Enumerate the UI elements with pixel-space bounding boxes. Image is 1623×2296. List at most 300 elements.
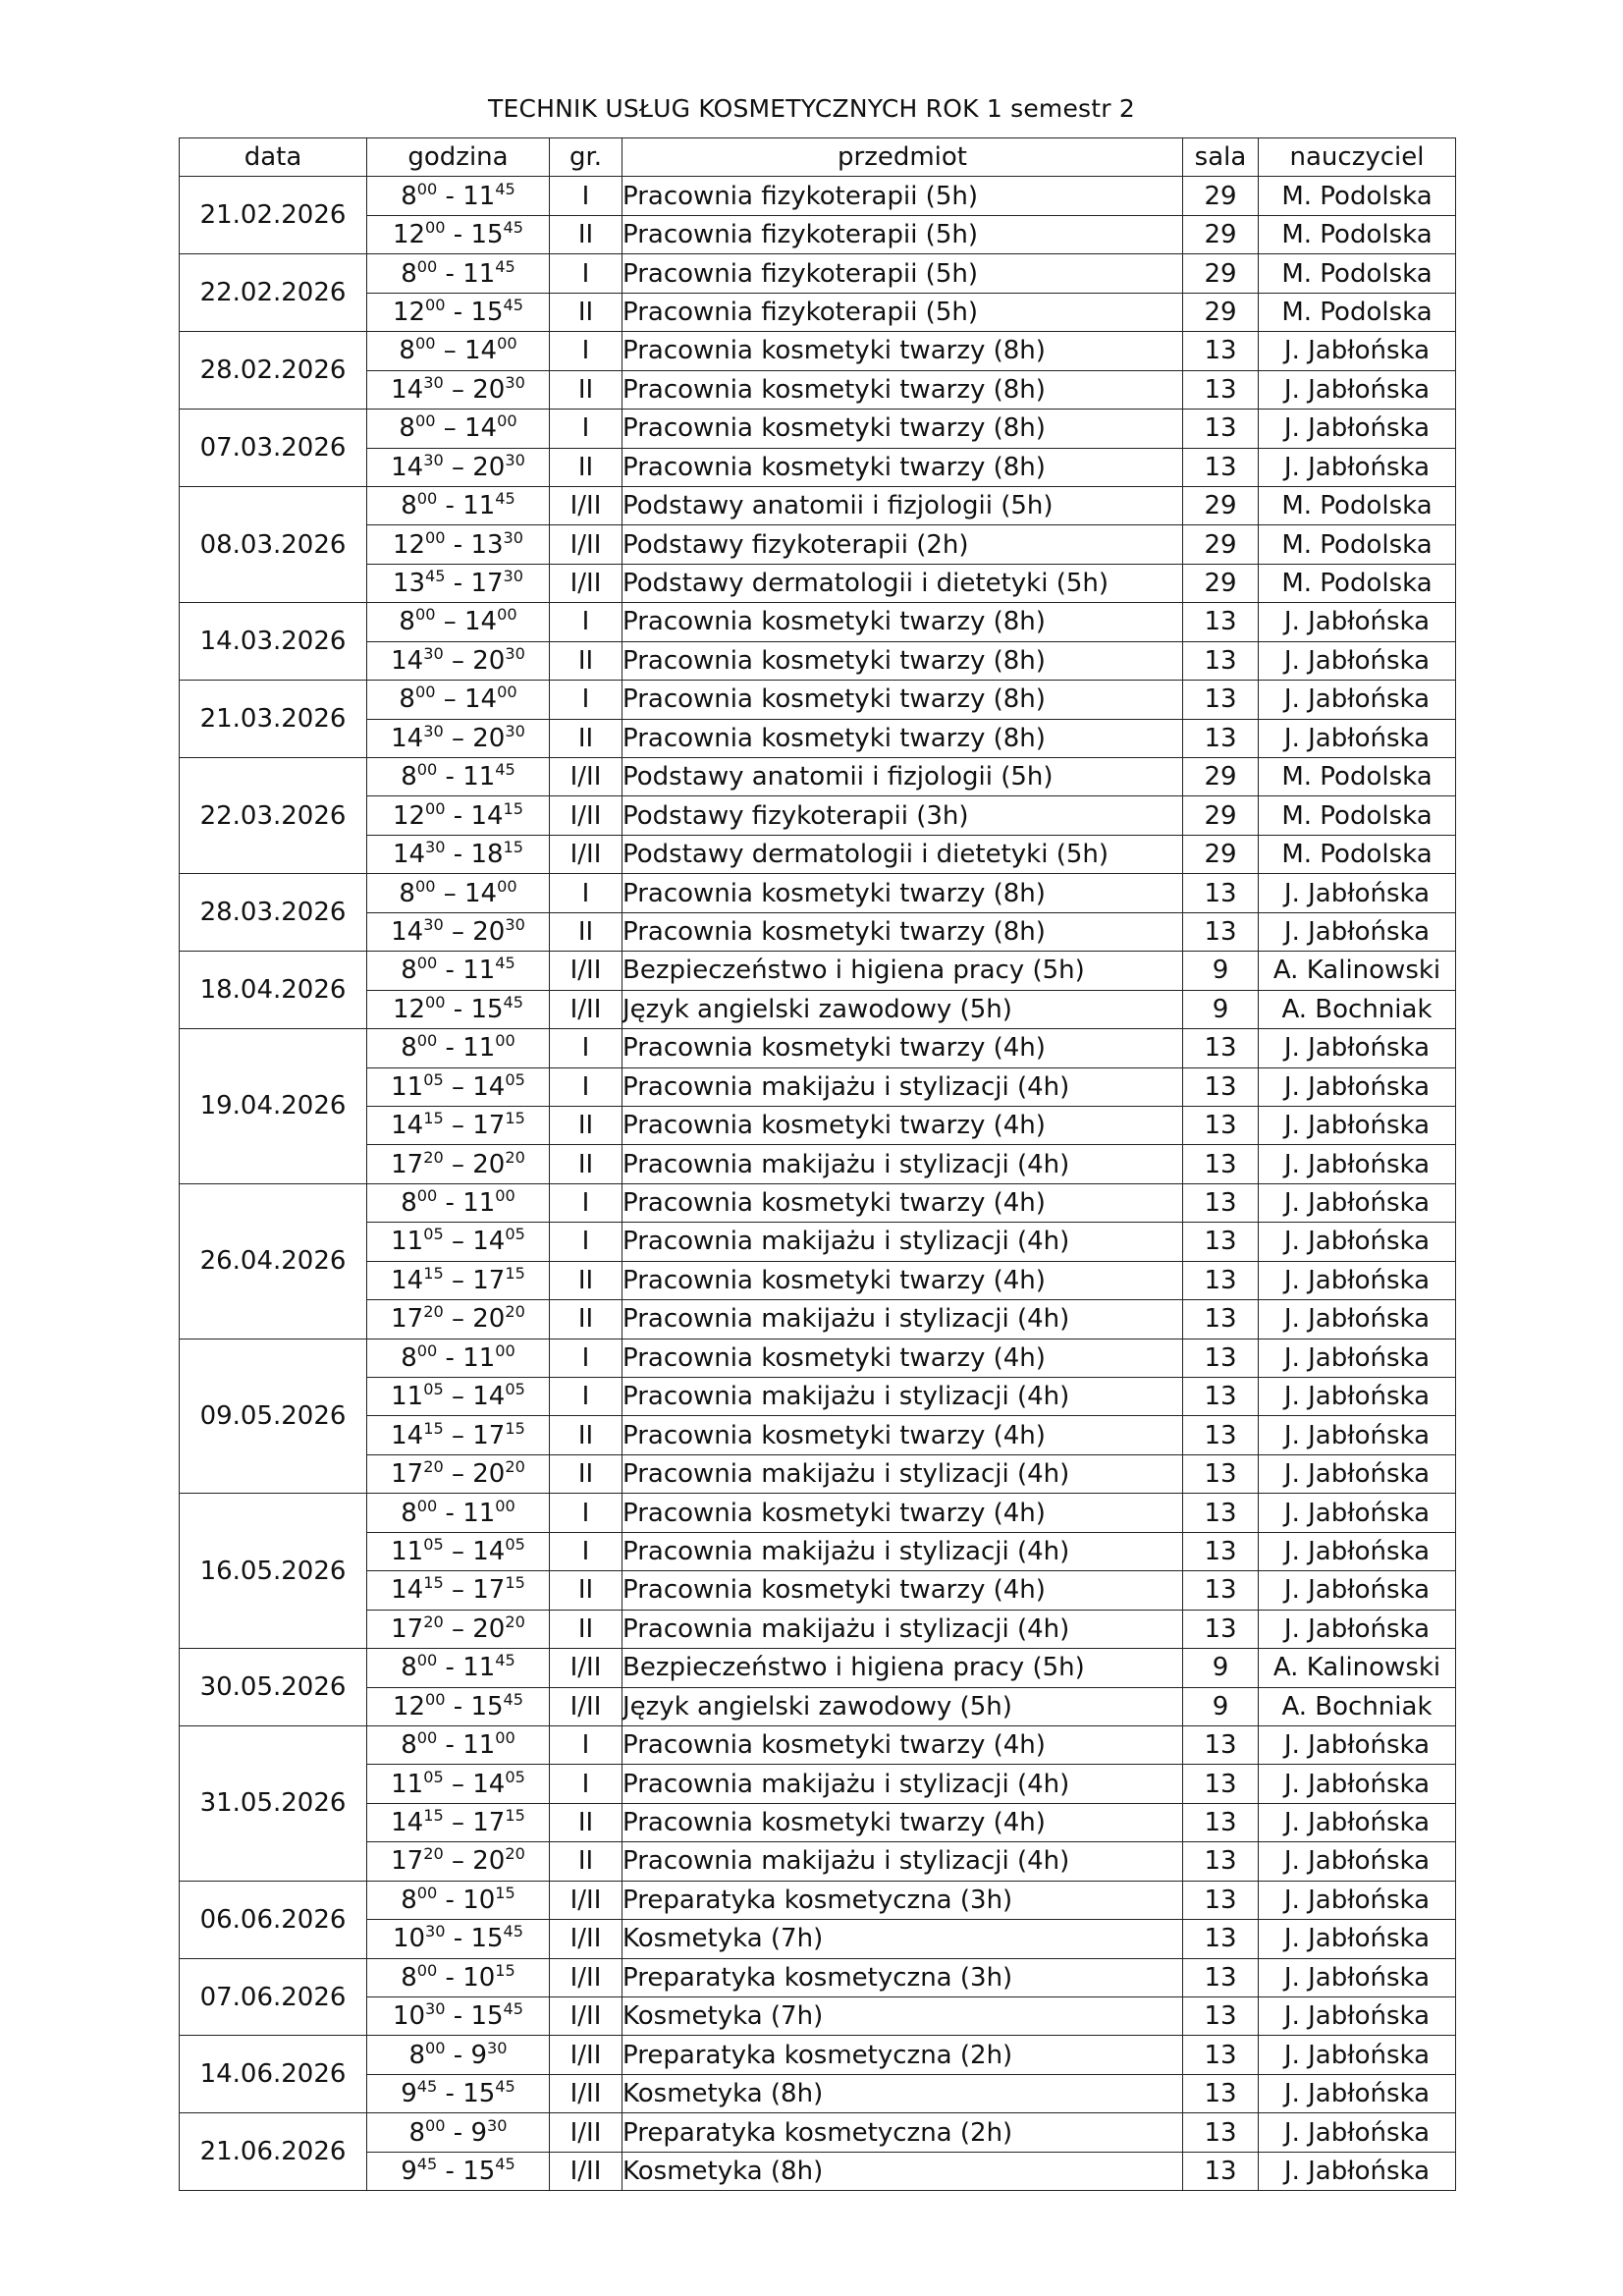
date-cell: 28.02.2026: [180, 332, 367, 410]
table-row: [180, 1997, 1456, 2036]
date-cell: 18.04.2026: [180, 952, 367, 1029]
date-cell: 06.06.2026: [180, 1881, 367, 1958]
teacher-cell: J. Jabłońska: [1259, 1106, 1456, 1144]
end-minutes: 05: [505, 1767, 525, 1786]
start-minutes: 05: [423, 1767, 444, 1786]
room-cell: 29: [1183, 215, 1259, 253]
time-separator: -: [445, 2001, 471, 2032]
end-hour: 20: [472, 916, 506, 947]
start-minutes: 30: [423, 372, 444, 392]
table-row: [180, 525, 1456, 564]
time-cell: [367, 1106, 550, 1144]
teacher-cell: M. Podolska: [1259, 177, 1456, 215]
end-hour: 15: [462, 2079, 496, 2109]
teacher-cell: J. Jabłońska: [1259, 2074, 1456, 2112]
end-minutes: 00: [497, 334, 517, 354]
schedule-body: [180, 177, 1456, 2191]
subject-cell: Podstawy fizykoterapii (3h): [622, 796, 1183, 835]
room-cell: 13: [1183, 874, 1259, 912]
date-cell: 28.03.2026: [180, 874, 367, 952]
start-hour: 8: [408, 2040, 426, 2070]
time-separator: -: [445, 297, 471, 327]
start-hour: 14: [391, 452, 424, 482]
room-cell: 29: [1183, 293, 1259, 331]
time-separator: –: [443, 1808, 473, 1838]
room-cell: 13: [1183, 1029, 1259, 1067]
start-minutes: 00: [414, 605, 436, 625]
end-hour: 14: [463, 607, 498, 637]
end-hour: 20: [472, 1149, 506, 1179]
end-hour: 20: [472, 1304, 506, 1335]
start-hour: 12: [392, 994, 426, 1024]
subject-cell: Podstawy anatomii i fizjologii (5h): [622, 486, 1183, 524]
end-hour: 11: [462, 1188, 496, 1219]
end-hour: 14: [472, 1382, 506, 1412]
room-cell: 13: [1183, 641, 1259, 680]
end-minutes: 05: [505, 1380, 525, 1399]
group-cell: I/II: [550, 796, 622, 835]
room-cell: 13: [1183, 1494, 1259, 1532]
start-minutes: 05: [423, 1225, 444, 1244]
group-cell: I/II: [550, 1649, 622, 1687]
time-separator: -: [445, 840, 471, 870]
subject-cell: Podstawy fizykoterapii (2h): [622, 525, 1183, 564]
end-minutes: 45: [503, 1922, 524, 1941]
start-minutes: 30: [425, 1999, 446, 2019]
time-separator: –: [443, 1846, 473, 1877]
date-cell: 19.04.2026: [180, 1029, 367, 1184]
end-minutes: 15: [505, 1109, 525, 1128]
end-minutes: 30: [503, 527, 524, 547]
group-cell: I/II: [550, 835, 622, 873]
teacher-cell: J. Jabłońska: [1259, 1997, 1456, 2036]
start-minutes: 00: [416, 179, 438, 198]
teacher-cell: J. Jabłońska: [1259, 641, 1456, 680]
time-separator: -: [445, 994, 471, 1024]
time-separator: -: [437, 1033, 463, 1064]
end-minutes: 20: [505, 1457, 525, 1477]
date-cell: 08.03.2026: [180, 486, 367, 602]
end-minutes: 15: [505, 1806, 525, 1826]
table-row: [180, 1067, 1456, 1106]
group-cell: I: [550, 1183, 622, 1222]
start-minutes: 20: [423, 1457, 444, 1477]
group-cell: I/II: [550, 1687, 622, 1725]
time-separator: -: [445, 2040, 471, 2070]
header-time: godzina: [367, 138, 550, 177]
teacher-cell: J. Jabłońska: [1259, 1532, 1456, 1570]
group-cell: I/II: [550, 990, 622, 1028]
table-row: [180, 1494, 1456, 1532]
end-minutes: 00: [495, 1496, 515, 1515]
room-cell: 13: [1183, 1339, 1259, 1377]
teacher-cell: J. Jabłońska: [1259, 1881, 1456, 1919]
subject-cell: Pracownia makijażu i stylizacji (4h): [622, 1067, 1183, 1106]
subject-cell: Pracownia makijażu i stylizacji (4h): [622, 1223, 1183, 1261]
start-minutes: 00: [425, 992, 446, 1011]
time-separator: –: [443, 1111, 473, 1141]
room-cell: 13: [1183, 719, 1259, 757]
room-cell: 13: [1183, 1920, 1259, 1958]
time-cell: [367, 912, 550, 951]
teacher-cell: M. Podolska: [1259, 525, 1456, 564]
time-separator: -: [437, 1730, 463, 1761]
end-hour: 10: [462, 1885, 496, 1915]
end-hour: 11: [462, 1342, 496, 1373]
teacher-cell: J. Jabłońska: [1259, 2036, 1456, 2074]
start-hour: 8: [401, 956, 417, 986]
date-cell: 07.03.2026: [180, 410, 367, 487]
room-cell: 13: [1183, 1378, 1259, 1416]
end-minutes: 30: [505, 643, 525, 663]
start-hour: 14: [391, 1575, 424, 1606]
table-row: [180, 1106, 1456, 1144]
end-minutes: 45: [503, 218, 524, 238]
time-cell: [367, 1958, 550, 1996]
start-hour: 13: [392, 569, 426, 599]
time-cell: [367, 1997, 550, 2036]
time-separator: -: [445, 569, 471, 599]
room-cell: 13: [1183, 2036, 1259, 2074]
end-hour: 11: [462, 181, 496, 211]
group-cell: I: [550, 874, 622, 912]
start-minutes: 00: [416, 1496, 438, 1515]
time-separator: –: [443, 1071, 473, 1102]
table-row: [180, 1571, 1456, 1610]
time-cell: [367, 1339, 550, 1377]
end-minutes: 00: [497, 683, 517, 702]
end-minutes: 00: [497, 876, 517, 896]
teacher-cell: J. Jabłońska: [1259, 1920, 1456, 1958]
room-cell: 13: [1183, 1416, 1259, 1454]
group-cell: I/II: [550, 564, 622, 602]
time-separator: –: [435, 336, 464, 366]
time-cell: [367, 719, 550, 757]
start-hour: 11: [391, 1536, 424, 1566]
end-hour: 11: [462, 258, 496, 289]
table-row: [180, 1765, 1456, 1803]
end-minutes: 00: [495, 1031, 515, 1051]
table-row: [180, 990, 1456, 1028]
time-separator: –: [443, 1382, 473, 1412]
teacher-cell: M. Podolska: [1259, 758, 1456, 796]
group-cell: II: [550, 912, 622, 951]
teacher-cell: J. Jabłońska: [1259, 1378, 1456, 1416]
end-hour: 20: [472, 1459, 506, 1490]
table-row: [180, 2113, 1456, 2152]
subject-cell: Pracownia kosmetyki twarzy (4h): [622, 1106, 1183, 1144]
end-hour: 20: [472, 645, 506, 676]
group-cell: I: [550, 1532, 622, 1570]
header-room: sala: [1183, 138, 1259, 177]
end-hour: 11: [462, 1730, 496, 1761]
time-separator: -: [445, 800, 471, 831]
time-cell: [367, 952, 550, 990]
teacher-cell: J. Jabłońska: [1259, 1454, 1456, 1493]
subject-cell: Kosmetyka (8h): [622, 2152, 1183, 2190]
time-separator: –: [443, 1575, 473, 1606]
time-separator: –: [443, 1149, 473, 1179]
table-row: [180, 796, 1456, 835]
time-separator: –: [443, 1459, 473, 1490]
time-separator: –: [443, 1536, 473, 1566]
time-separator: -: [437, 1885, 463, 1915]
group-cell: II: [550, 1454, 622, 1493]
time-separator: -: [437, 1962, 463, 1993]
header-date: data: [180, 138, 367, 177]
room-cell: 29: [1183, 486, 1259, 524]
time-separator: -: [437, 1498, 463, 1528]
table-row: [180, 1687, 1456, 1725]
room-cell: 13: [1183, 1765, 1259, 1803]
subject-cell: Pracownia kosmetyki twarzy (8h): [622, 370, 1183, 409]
room-cell: 29: [1183, 835, 1259, 873]
teacher-cell: J. Jabłońska: [1259, 1765, 1456, 1803]
room-cell: 13: [1183, 370, 1259, 409]
group-cell: II: [550, 1571, 622, 1610]
end-minutes: 45: [503, 1689, 524, 1709]
start-hour: 9: [401, 2156, 417, 2186]
room-cell: 13: [1183, 1300, 1259, 1339]
teacher-cell: A. Kalinowski: [1259, 1649, 1456, 1687]
group-cell: II: [550, 1300, 622, 1339]
start-hour: 8: [401, 1962, 417, 1993]
start-minutes: 45: [416, 2077, 438, 2097]
time-cell: [367, 448, 550, 486]
group-cell: I: [550, 1029, 622, 1067]
end-minutes: 45: [495, 489, 515, 509]
end-minutes: 45: [495, 1651, 515, 1670]
group-cell: I: [550, 681, 622, 719]
teacher-cell: J. Jabłońska: [1259, 1958, 1456, 1996]
start-minutes: 00: [425, 2115, 446, 2135]
teacher-cell: J. Jabłońska: [1259, 1610, 1456, 1648]
teacher-cell: J. Jabłońska: [1259, 2113, 1456, 2152]
subject-cell: Pracownia makijażu i stylizacji (4h): [622, 1300, 1183, 1339]
start-hour: 12: [392, 220, 426, 250]
time-cell: [367, 1610, 550, 1648]
time-separator: -: [437, 491, 463, 521]
time-cell: [367, 835, 550, 873]
room-cell: 13: [1183, 1803, 1259, 1841]
end-minutes: 30: [505, 914, 525, 934]
group-cell: I: [550, 254, 622, 293]
teacher-cell: J. Jabłońska: [1259, 1494, 1456, 1532]
group-cell: I/II: [550, 2074, 622, 2112]
time-separator: -: [437, 2156, 463, 2186]
group-cell: II: [550, 370, 622, 409]
end-hour: 14: [463, 684, 498, 715]
start-minutes: 00: [425, 2038, 446, 2057]
time-cell: [367, 1725, 550, 1764]
date-cell: 31.05.2026: [180, 1725, 367, 1881]
time-cell: [367, 2036, 550, 2074]
table-row: [180, 2074, 1456, 2112]
end-hour: 11: [462, 1653, 496, 1683]
subject-cell: Pracownia kosmetyki twarzy (8h): [622, 641, 1183, 680]
group-cell: I: [550, 177, 622, 215]
end-minutes: 05: [505, 1534, 525, 1554]
date-cell: 22.03.2026: [180, 758, 367, 874]
table-row: [180, 874, 1456, 912]
table-row: [180, 293, 1456, 331]
date-cell: 26.04.2026: [180, 1183, 367, 1339]
table-row: [180, 1532, 1456, 1570]
start-hour: 8: [401, 1033, 417, 1064]
end-hour: 11: [462, 1033, 496, 1064]
start-minutes: 05: [423, 1380, 444, 1399]
room-cell: 13: [1183, 1223, 1259, 1261]
subject-cell: Pracownia kosmetyki twarzy (4h): [622, 1494, 1183, 1532]
subject-cell: Pracownia kosmetyki twarzy (4h): [622, 1725, 1183, 1764]
group-cell: II: [550, 293, 622, 331]
teacher-cell: J. Jabłońska: [1259, 1803, 1456, 1841]
end-minutes: 15: [503, 838, 524, 857]
header-group: gr.: [550, 138, 622, 177]
start-minutes: 00: [416, 256, 438, 276]
teacher-cell: J. Jabłońska: [1259, 719, 1456, 757]
teacher-cell: J. Jabłońska: [1259, 912, 1456, 951]
time-cell: [367, 874, 550, 912]
room-cell: 13: [1183, 1145, 1259, 1183]
room-cell: 13: [1183, 912, 1259, 951]
end-hour: 14: [472, 1769, 506, 1799]
date-cell: 22.02.2026: [180, 254, 367, 332]
end-hour: 17: [472, 1575, 506, 1606]
table-row: [180, 1339, 1456, 1377]
subject-cell: Preparatyka kosmetyczna (3h): [622, 1958, 1183, 1996]
end-minutes: 45: [495, 2077, 515, 2097]
time-cell: [367, 293, 550, 331]
subject-cell: Pracownia kosmetyki twarzy (4h): [622, 1571, 1183, 1610]
header-row: [180, 138, 1456, 177]
subject-cell: Podstawy dermatologii i dietetyki (5h): [622, 564, 1183, 602]
teacher-cell: J. Jabłońska: [1259, 681, 1456, 719]
end-minutes: 45: [503, 992, 524, 1011]
table-row: [180, 1881, 1456, 1919]
teacher-cell: J. Jabłońska: [1259, 410, 1456, 448]
group-cell: II: [550, 1803, 622, 1841]
start-hour: 17: [391, 1149, 424, 1179]
start-minutes: 20: [423, 1147, 444, 1167]
room-cell: 13: [1183, 1610, 1259, 1648]
teacher-cell: M. Podolska: [1259, 254, 1456, 293]
time-separator: -: [437, 1188, 463, 1219]
start-minutes: 00: [416, 1728, 438, 1748]
start-minutes: 30: [425, 1922, 446, 1941]
time-separator: -: [437, 762, 463, 793]
date-cell: 30.05.2026: [180, 1649, 367, 1726]
group-cell: I/II: [550, 2152, 622, 2190]
start-minutes: 00: [416, 1883, 438, 1902]
start-hour: 11: [391, 1227, 424, 1257]
end-hour: 15: [470, 220, 504, 250]
table-row: [180, 641, 1456, 680]
room-cell: 13: [1183, 332, 1259, 370]
subject-cell: Pracownia kosmetyki twarzy (8h): [622, 603, 1183, 641]
start-minutes: 00: [416, 1031, 438, 1051]
start-hour: 17: [391, 1304, 424, 1335]
end-hour: 11: [462, 491, 496, 521]
end-minutes: 05: [505, 1069, 525, 1089]
group-cell: I: [550, 332, 622, 370]
time-cell: [367, 1067, 550, 1106]
time-separator: –: [443, 916, 473, 947]
end-hour: 17: [470, 569, 504, 599]
time-cell: [367, 603, 550, 641]
group-cell: I: [550, 1339, 622, 1377]
time-cell: [367, 564, 550, 602]
room-cell: 13: [1183, 681, 1259, 719]
time-cell: [367, 758, 550, 796]
end-minutes: 45: [495, 2154, 515, 2173]
end-minutes: 45: [495, 256, 515, 276]
end-hour: 11: [462, 762, 496, 793]
start-hour: 11: [391, 1071, 424, 1102]
time-cell: [367, 1416, 550, 1454]
date-cell: 16.05.2026: [180, 1494, 367, 1649]
time-separator: -: [437, 181, 463, 211]
time-separator: –: [443, 374, 473, 405]
end-hour: 17: [472, 1265, 506, 1295]
subject-cell: Pracownia fizykoterapii (5h): [622, 254, 1183, 293]
room-cell: 29: [1183, 758, 1259, 796]
table-row: [180, 681, 1456, 719]
teacher-cell: J. Jabłońska: [1259, 1725, 1456, 1764]
subject-cell: Pracownia kosmetyki twarzy (4h): [622, 1803, 1183, 1841]
date-cell: 14.06.2026: [180, 2036, 367, 2113]
start-minutes: 00: [414, 683, 436, 702]
table-row: [180, 1261, 1456, 1299]
table-row: [180, 1842, 1456, 1881]
start-minutes: 00: [425, 218, 446, 238]
subject-cell: Język angielski zawodowy (5h): [622, 1687, 1183, 1725]
end-minutes: 20: [505, 1844, 525, 1864]
group-cell: II: [550, 1610, 622, 1648]
subject-cell: Kosmetyka (7h): [622, 1997, 1183, 2036]
time-separator: –: [443, 452, 473, 482]
end-minutes: 15: [505, 1573, 525, 1593]
subject-cell: Podstawy dermatologii i dietetyki (5h): [622, 835, 1183, 873]
end-hour: 11: [462, 1498, 496, 1528]
teacher-cell: J. Jabłońska: [1259, 2152, 1456, 2190]
group-cell: II: [550, 448, 622, 486]
group-cell: I/II: [550, 2036, 622, 2074]
group-cell: I/II: [550, 486, 622, 524]
time-cell: [367, 1378, 550, 1416]
start-minutes: 20: [423, 1612, 444, 1631]
end-hour: 20: [472, 374, 506, 405]
time-cell: [367, 370, 550, 409]
table-row: [180, 177, 1456, 215]
end-minutes: 00: [495, 1728, 515, 1748]
room-cell: 13: [1183, 1183, 1259, 1222]
time-cell: [367, 990, 550, 1028]
start-minutes: 00: [416, 1651, 438, 1670]
time-separator: -: [445, 1924, 471, 1954]
teacher-cell: M. Podolska: [1259, 486, 1456, 524]
group-cell: I/II: [550, 952, 622, 990]
subject-cell: Pracownia fizykoterapii (5h): [622, 215, 1183, 253]
schedule-table: [179, 137, 1456, 2191]
subject-cell: Pracownia kosmetyki twarzy (4h): [622, 1339, 1183, 1377]
start-minutes: 05: [423, 1534, 444, 1554]
room-cell: 13: [1183, 1958, 1259, 1996]
end-minutes: 45: [495, 760, 515, 780]
start-hour: 12: [392, 800, 426, 831]
table-row: [180, 952, 1456, 990]
time-cell: [367, 1571, 550, 1610]
